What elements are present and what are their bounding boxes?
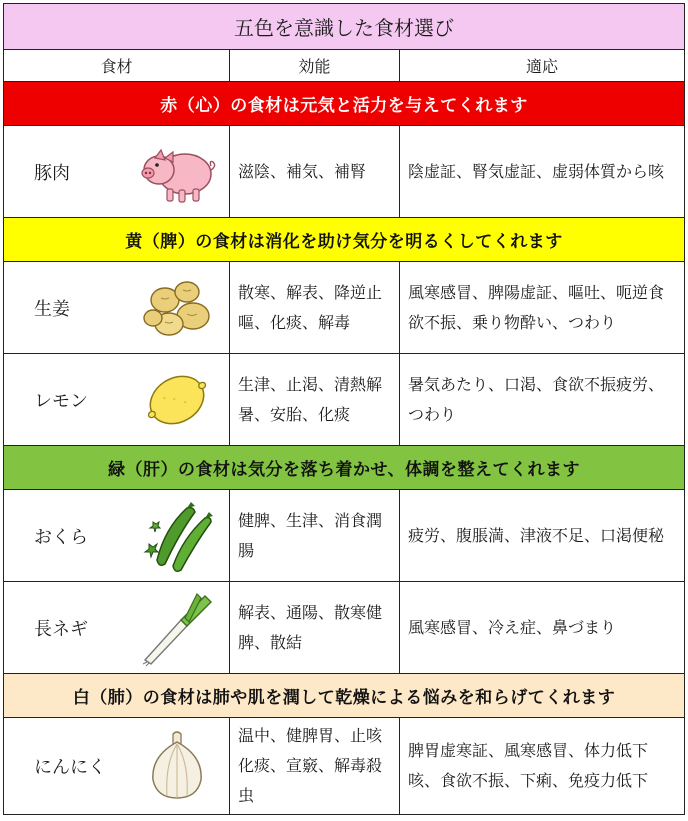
food-name: おくら: [34, 526, 88, 548]
indication-text: 疲労、腹脹満、津液不足、口渇便秘: [408, 525, 665, 545]
band-red: [4, 82, 684, 126]
indication-text: 陰虚証、腎気虚証、虚弱体質から咳: [408, 161, 665, 181]
food-color-table: [3, 3, 685, 815]
indication-text: 風寒感冒、脾陽虚証、嘔吐、呃逆食欲不振、乗り物酔い、つわり: [408, 282, 665, 332]
header-row: [4, 50, 684, 82]
table-row-leek: [4, 582, 684, 674]
food-name: 生姜: [34, 298, 70, 320]
band-green: [4, 446, 684, 490]
band-red-text: 赤（心）の食材は元気と活力を与えてくれます: [160, 96, 528, 116]
effect-text: 健脾、生津、消食潤腸: [238, 510, 383, 560]
food-name: にんにく: [34, 757, 106, 778]
table-row-garlic: [4, 718, 684, 814]
food-name: 豚肉: [34, 162, 70, 184]
effect-text: 散寒、解表、降逆止嘔、化痰、解毒: [238, 282, 383, 332]
band-yellow-text: 黄（脾）の食材は消化を助け気分を明るくしてくれます: [125, 232, 563, 252]
table-row-ginger: [4, 262, 684, 354]
band-green-text: 緑（肝）の食材は気分を落ち着かせ、体調を整えてくれます: [108, 460, 580, 480]
table-row-lemon: [4, 354, 684, 446]
indication-text: 脾胃虚寒証、風寒感冒、体力低下咳、食欲不振、下痢、免疫力低下: [408, 741, 649, 790]
indication-text: 風寒感冒、冷え症、鼻づまり: [408, 617, 617, 637]
page-title: 五色を意識した食材選び: [234, 16, 454, 40]
food-name: レモン: [34, 390, 88, 412]
leek-icon: [135, 590, 219, 666]
header-effect: 効能: [230, 50, 400, 81]
band-white-text: 白（肺）の食材は肺や肌を潤して乾燥による悩みを和らげてくれます: [72, 688, 616, 708]
pig-icon: [135, 134, 219, 210]
food-name: 長ネギ: [34, 618, 88, 640]
table-row-pork: [4, 126, 684, 218]
table-row-okra: [4, 490, 684, 582]
effect-text: 滋陰、補気、補腎: [238, 161, 367, 181]
effect-text: 解表、通陽、散寒健脾、散結: [238, 602, 383, 652]
header-food: 食材: [4, 50, 230, 81]
effect-text: 生津、止渇、清熱解暑、安胎、化痰: [238, 374, 383, 424]
band-white: [4, 674, 684, 718]
garlic-icon: [135, 728, 219, 804]
header-indication: 適応: [525, 57, 558, 76]
effect-text: 温中、健脾胃、止咳化痰、宣竅、解毒殺虫: [238, 726, 383, 805]
indication-text: 暑気あたり、口渇、食欲不振疲労、つわり: [408, 374, 665, 424]
ginger-icon: [135, 270, 219, 346]
table-title-row: [4, 4, 684, 50]
okra-icon: [135, 498, 219, 574]
band-yellow: [4, 218, 684, 262]
lemon-icon: [135, 362, 219, 438]
